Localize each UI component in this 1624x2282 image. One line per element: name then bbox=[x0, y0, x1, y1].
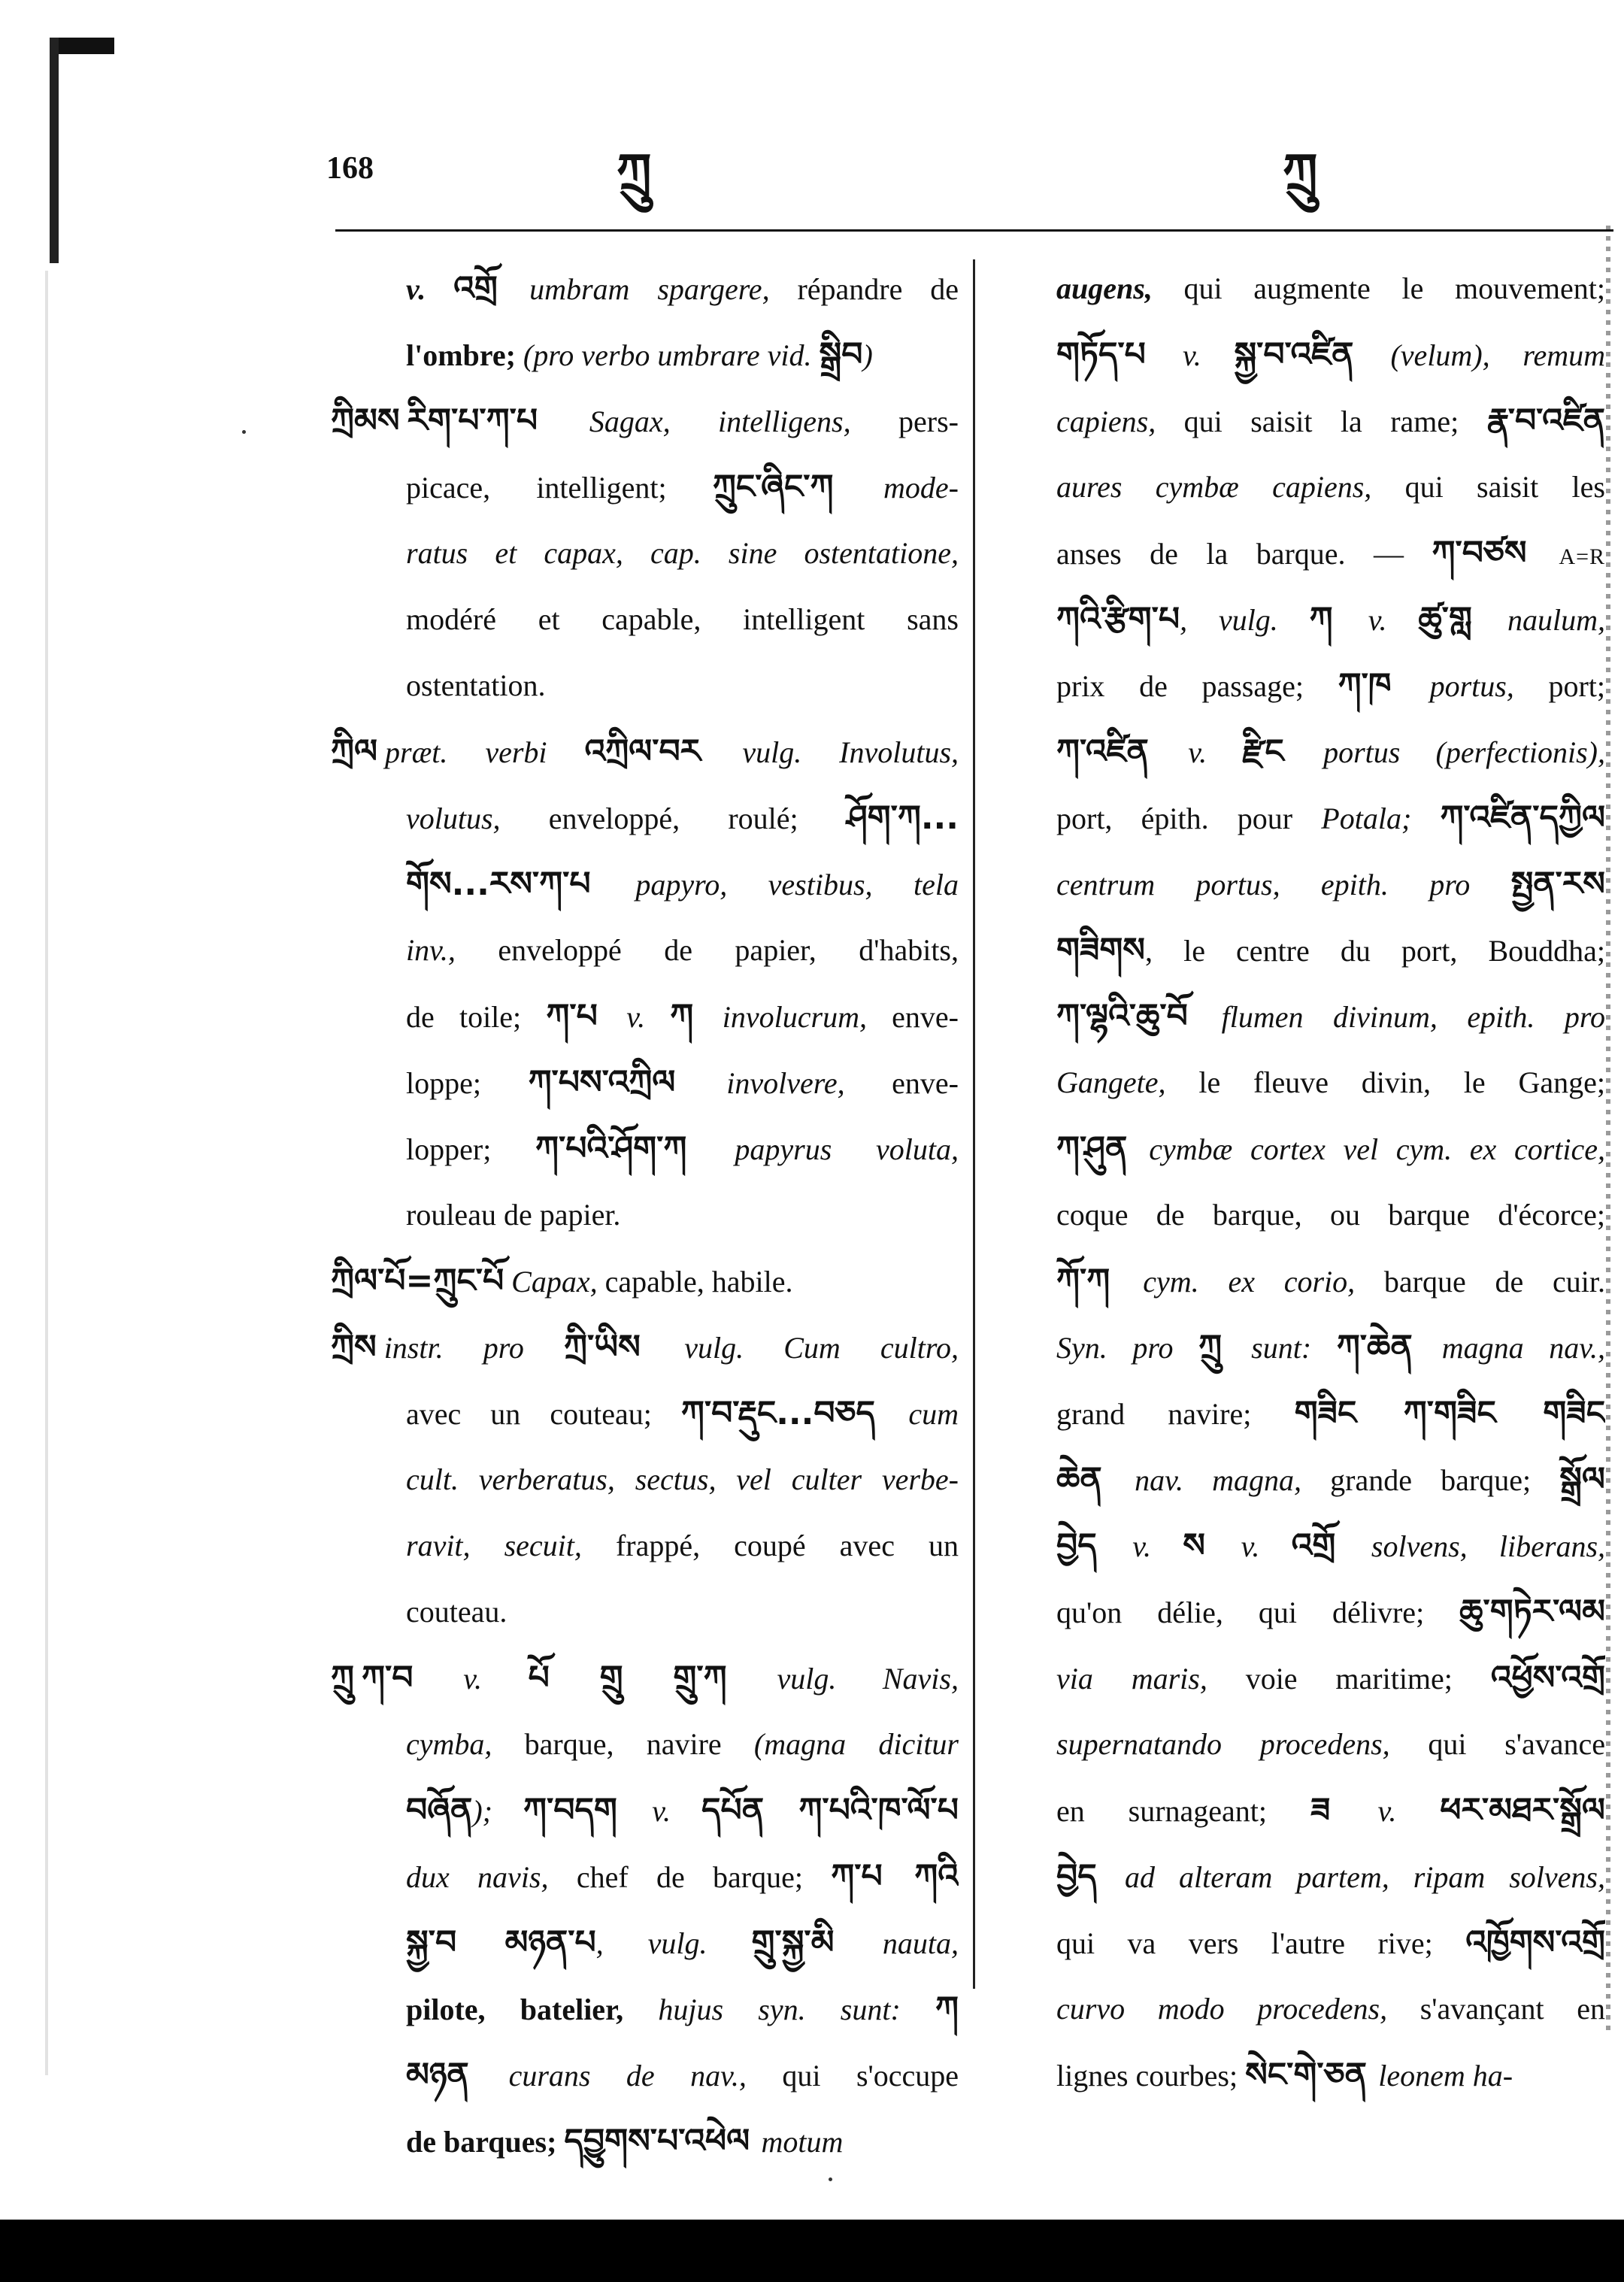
text-segment: (velum), remum bbox=[1390, 338, 1605, 372]
text-segment: centrum portus, epith. pro bbox=[1056, 868, 1511, 902]
text-segment: Sagax, intelligens, bbox=[589, 405, 899, 438]
text-segment: hujus syn. sunt: bbox=[658, 1993, 936, 2026]
text-line bbox=[1056, 1116, 1605, 1182]
text-segment: vulg. Cum cultro, bbox=[684, 1331, 959, 1365]
tibetan-text: འགྲོ bbox=[453, 269, 530, 308]
text-segment: v. bbox=[1182, 338, 1235, 372]
tibetan-text: ཀ་བཙས bbox=[1432, 534, 1559, 572]
text-line bbox=[1056, 1513, 1605, 1579]
tibetan-text: གཏོད་པ bbox=[1056, 335, 1183, 374]
text-segment: enve- bbox=[892, 1000, 959, 1034]
tibetan-text: ཀ bbox=[1309, 600, 1368, 638]
text-line bbox=[331, 653, 959, 719]
text-segment: leonem ha- bbox=[1378, 2059, 1513, 2093]
text-line bbox=[331, 1447, 959, 1513]
text-segment: qui saisit les bbox=[1404, 470, 1605, 504]
tibetan-text: ཀ་པའི་ཤོག་ཀ bbox=[535, 1129, 735, 1168]
text-segment: couteau. bbox=[406, 1595, 508, 1629]
text-line bbox=[331, 520, 959, 586]
tibetan-text: རྫིང bbox=[1242, 732, 1324, 771]
text-line bbox=[331, 256, 959, 322]
text-line bbox=[331, 1314, 959, 1380]
text-segment: pers- bbox=[898, 405, 959, 438]
tibetan-text: ཀ་བ་རྡུང...བཅད bbox=[680, 1394, 909, 1432]
corner-scan-mark-vertical bbox=[50, 38, 59, 263]
text-line bbox=[331, 322, 959, 388]
tibetan-text: ཀ་འཛིན་དཀྱིལ bbox=[1440, 799, 1605, 837]
text-segment: en surnageant; bbox=[1056, 1794, 1310, 1828]
text-segment: (pro verbo umbrare vid. bbox=[523, 338, 820, 372]
tibetan-text: དཔོན ཀ་པའི་ཁ་ལོ་པ bbox=[701, 1791, 959, 1829]
tibetan-text: ཀ་པས་འཀྲིལ bbox=[528, 1063, 727, 1102]
text-segment: frappé, coupé avec un bbox=[615, 1529, 959, 1562]
text-segment: , le centre du port, Bouddha; bbox=[1145, 934, 1605, 968]
text-segment: enveloppé de papier, d'habits, bbox=[498, 933, 959, 967]
text-segment: augens, bbox=[1056, 271, 1184, 305]
tibetan-text: ཤོག་ཀ... bbox=[846, 799, 959, 837]
entry-headword: ཀྲིལ་པོ=ཀྲུང་པོ bbox=[331, 1262, 504, 1300]
tibetan-text: ཀའི་རྩིག་པ bbox=[1056, 600, 1180, 638]
text-segment: motum bbox=[761, 2125, 844, 2159]
text-line bbox=[1056, 322, 1605, 388]
tibetan-text: ཀ་ཤུན bbox=[1056, 1129, 1150, 1168]
tibetan-text: བཞོན bbox=[406, 1791, 473, 1829]
text-segment: ); bbox=[472, 1794, 524, 1828]
text-line bbox=[1056, 1380, 1605, 1447]
text-segment: , vulg. bbox=[1180, 603, 1310, 637]
text-segment: cym. ex corio, bbox=[1143, 1265, 1384, 1299]
text-line bbox=[331, 2108, 959, 2174]
text-line bbox=[331, 1116, 959, 1182]
text-segment: nav. magna, bbox=[1135, 1463, 1331, 1497]
tibetan-text: ཆུ་གཏེར་ལམ bbox=[1459, 1593, 1605, 1631]
text-line bbox=[1056, 983, 1605, 1050]
text-line bbox=[331, 1777, 959, 1844]
tibetan-text: རྣ་བ་འཛིན bbox=[1486, 402, 1605, 440]
text-line bbox=[1056, 454, 1605, 520]
tibetan-text: སྒྲོལ bbox=[1559, 1460, 1605, 1499]
text-segment: qui s'avance bbox=[1428, 1727, 1605, 1761]
text-segment: instr. pro bbox=[383, 1331, 564, 1365]
text-line bbox=[1056, 586, 1605, 653]
tibetan-text: གྲུ་སྐྱ་མི bbox=[751, 1923, 883, 1962]
text-segment: l'ombre; bbox=[406, 338, 523, 372]
text-segment: vulg. Involutus, bbox=[742, 735, 959, 769]
tibetan-text: མཉན bbox=[406, 2056, 509, 2094]
text-segment: cult. verberatus, sectus, vel culter verbe- bbox=[406, 1462, 959, 1496]
text-segment: coque de barque, ou barque d'écorce; bbox=[1056, 1198, 1605, 1232]
text-segment: v. bbox=[1241, 1529, 1292, 1563]
entry-headword: ཀྲུ bbox=[331, 1659, 354, 1697]
text-line bbox=[331, 983, 959, 1050]
text-line bbox=[331, 1711, 959, 1777]
text-line bbox=[1056, 785, 1605, 851]
text-segment: curvo modo procedens, bbox=[1056, 1992, 1420, 2026]
tibetan-text: གོས...རས་ཀ་པ bbox=[406, 865, 636, 903]
tibetan-text: ཀྲུ bbox=[1198, 1328, 1252, 1366]
text-segment: cymbæ cortex vel cym. ex cortice, bbox=[1149, 1132, 1605, 1166]
tibetan-text: སྐྱ་བ མཉན་པ bbox=[406, 1923, 596, 1962]
text-line bbox=[331, 1910, 959, 1976]
text-segment: A=R bbox=[1559, 544, 1605, 569]
left-page-edge bbox=[45, 271, 48, 2075]
text-segment: papyrus voluta, bbox=[735, 1132, 959, 1166]
running-head-right: ཀྲུ bbox=[1283, 143, 1318, 201]
text-segment: involvere, bbox=[726, 1066, 892, 1100]
tibetan-text: ཚུ་གླ bbox=[1418, 600, 1507, 638]
text-segment: dux navis, bbox=[406, 1860, 577, 1894]
text-line bbox=[331, 1844, 959, 1910]
text-segment: Potala; bbox=[1321, 802, 1441, 835]
text-line bbox=[331, 785, 959, 851]
text-line bbox=[1056, 851, 1605, 917]
text-segment: flumen divinum, epith. pro bbox=[1221, 1000, 1605, 1034]
tibetan-text: ཀ bbox=[670, 997, 723, 1035]
right-page-edge bbox=[1606, 226, 1610, 2030]
tibetan-text: སྤྱན་རས bbox=[1510, 865, 1605, 903]
text-segment: Syn. pro bbox=[1056, 1331, 1199, 1365]
tibetan-text: ཟ bbox=[1310, 1791, 1378, 1829]
text-segment: répandre de bbox=[797, 272, 959, 306]
tibetan-text: བྱེད bbox=[1056, 1526, 1133, 1565]
text-segment: le fleuve divin, le Gange; bbox=[1198, 1065, 1605, 1099]
tibetan-text: ཀྲི་ཡིས bbox=[563, 1328, 685, 1366]
text-segment: lopper; bbox=[406, 1132, 536, 1166]
text-line bbox=[1056, 1579, 1605, 1645]
column-divider bbox=[973, 259, 975, 1989]
text-segment: v. bbox=[406, 272, 454, 306]
entry-headword: ཀྲིམས bbox=[331, 402, 400, 440]
tibetan-text: པོ གྲུ གྲུ་ཀ bbox=[528, 1659, 777, 1697]
text-line bbox=[1056, 1447, 1605, 1513]
text-segment: ) bbox=[862, 338, 873, 372]
text-segment: via maris, bbox=[1056, 1662, 1246, 1696]
tibetan-text: ཀོ་ཀ bbox=[1056, 1262, 1144, 1300]
text-line bbox=[331, 917, 959, 983]
text-segment: picace, intelligent; bbox=[406, 471, 713, 505]
text-line bbox=[331, 1380, 959, 1447]
text-line bbox=[1056, 388, 1605, 454]
text-segment: rouleau de papier. bbox=[406, 1198, 621, 1232]
tibetan-text: སྐྱ་བ་འཛིན bbox=[1234, 335, 1391, 374]
text-segment: v. bbox=[1377, 1794, 1441, 1828]
text-segment: portus, bbox=[1429, 669, 1549, 703]
text-segment: enveloppé, roulé; bbox=[548, 802, 847, 835]
text-segment: chef de barque; bbox=[576, 1860, 832, 1894]
text-segment: pilote, batelier, bbox=[406, 1993, 659, 2026]
tibetan-text: འཕྱོས་འགྲོ bbox=[1490, 1659, 1605, 1697]
text-segment: v. bbox=[626, 1000, 671, 1034]
text-segment: loppe; bbox=[406, 1066, 529, 1100]
tibetan-text: འཀྲིལ་བར bbox=[584, 732, 743, 771]
text-line bbox=[1056, 917, 1605, 983]
tibetan-text: སྒྲིབ bbox=[819, 335, 863, 374]
text-segment: anses de la barque. — bbox=[1056, 537, 1432, 571]
text-segment: ad alteram partem, ripam solvens, bbox=[1124, 1860, 1605, 1894]
text-segment: v. bbox=[1368, 603, 1419, 637]
text-segment: v. bbox=[652, 1794, 702, 1828]
text-line bbox=[1056, 1645, 1605, 1711]
text-segment: port, épith. pour bbox=[1056, 802, 1322, 835]
tibetan-text: ཀ་ཁ bbox=[1338, 666, 1430, 705]
tibetan-text: བྱེད bbox=[1056, 1857, 1125, 1896]
tibetan-text: ཀ་འཛིན bbox=[1056, 732, 1189, 771]
text-segment: qu'on délie, qui délivre; bbox=[1056, 1596, 1460, 1629]
text-line bbox=[1056, 1314, 1605, 1380]
text-segment: magna nav., bbox=[1441, 1331, 1605, 1365]
text-segment: prix de passage; bbox=[1056, 669, 1338, 703]
text-segment: ostentation. bbox=[406, 668, 546, 702]
text-segment: barque, navire bbox=[524, 1727, 754, 1761]
tibetan-text: ཀ་བདག bbox=[523, 1791, 653, 1829]
text-line bbox=[331, 1645, 959, 1711]
text-segment: portus (perfectionis), bbox=[1323, 735, 1605, 769]
text-segment: nauta, bbox=[882, 1926, 959, 1960]
text-segment: avec un couteau; bbox=[406, 1397, 681, 1431]
tibetan-text: སེང་གེ་ཅན bbox=[1245, 2056, 1379, 2094]
right-column bbox=[1056, 256, 1605, 2108]
left-column bbox=[331, 256, 959, 2174]
tibetan-text: ཀྲུང་ཞིང་ཀ bbox=[712, 468, 884, 506]
tibetan-text: གཟིགས bbox=[1056, 931, 1146, 969]
header-rule bbox=[335, 229, 1613, 232]
text-segment: Gangete, bbox=[1056, 1065, 1199, 1099]
text-segment: involucrum, bbox=[722, 1000, 892, 1034]
tibetan-text: འགྲོ bbox=[1291, 1526, 1371, 1565]
text-line bbox=[331, 1513, 959, 1579]
text-line bbox=[331, 1579, 959, 1645]
speck bbox=[242, 430, 246, 434]
text-line bbox=[1056, 653, 1605, 719]
text-segment: , vulg. bbox=[595, 1926, 752, 1960]
text-segment: cum bbox=[908, 1397, 959, 1431]
text-line bbox=[1056, 256, 1605, 322]
text-segment: mode- bbox=[883, 471, 959, 505]
text-line bbox=[331, 388, 959, 454]
text-segment: cymba, bbox=[406, 1727, 525, 1761]
text-segment: vulg. Navis, bbox=[777, 1662, 959, 1696]
running-head-left: ཀྲུ bbox=[617, 143, 652, 201]
text-segment: grande barque; bbox=[1330, 1463, 1560, 1497]
text-segment: qui s'occupe bbox=[782, 2059, 959, 2093]
tibetan-text: རིག་པ་ཀ་པ bbox=[407, 402, 589, 440]
text-segment: ravit, secuit, bbox=[406, 1529, 616, 1562]
text-line bbox=[331, 454, 959, 520]
text-segment: naulum, bbox=[1507, 603, 1605, 637]
tibetan-text: ཀ་ཆེན bbox=[1336, 1328, 1442, 1366]
text-line bbox=[1056, 1182, 1605, 1248]
text-line bbox=[331, 851, 959, 917]
text-line bbox=[1056, 1910, 1605, 1976]
tibetan-text: ཀ་པ ཀའི bbox=[831, 1857, 959, 1896]
text-segment: capiens, bbox=[1056, 405, 1184, 438]
text-segment: v. bbox=[1132, 1529, 1183, 1563]
text-segment: inv., bbox=[406, 933, 498, 967]
text-segment: papyro, vestibus, tela bbox=[635, 868, 959, 902]
text-segment: de barques; bbox=[406, 2125, 565, 2159]
text-segment: supernatando procedens, bbox=[1056, 1727, 1429, 1761]
entry-headword: ཀྲིས bbox=[331, 1328, 377, 1366]
tibetan-text: ཀ་པ bbox=[546, 997, 627, 1035]
text-segment: qui saisit la rame; bbox=[1183, 405, 1487, 438]
entry-headword: ཀྲིལ bbox=[331, 732, 378, 771]
tibetan-text: ཀ་ལྷའི་ཆུ་བོ bbox=[1056, 997, 1222, 1035]
text-segment: lignes courbes; bbox=[1056, 2059, 1246, 2093]
text-line bbox=[1056, 1844, 1605, 1910]
text-segment: port; bbox=[1548, 669, 1605, 703]
text-segment: grand navire; bbox=[1056, 1397, 1295, 1431]
text-segment: modéré et capable, intelligent sans bbox=[406, 602, 959, 636]
tibetan-text: ཕར་མཐར་སྒྲོལ bbox=[1440, 1791, 1605, 1829]
text-line bbox=[1056, 719, 1605, 785]
tibetan-text: ཀ bbox=[935, 1990, 959, 2028]
text-line bbox=[1056, 1711, 1605, 1777]
text-line bbox=[1056, 1050, 1605, 1116]
text-segment: enve- bbox=[892, 1066, 959, 1100]
text-segment: (magna dicitur bbox=[753, 1727, 959, 1761]
text-segment: curans de nav., bbox=[508, 2059, 783, 2093]
text-line bbox=[331, 2042, 959, 2108]
text-segment: aures cymbæ capiens, bbox=[1056, 470, 1405, 504]
text-line bbox=[331, 1976, 959, 2042]
text-segment: voie maritime; bbox=[1245, 1662, 1491, 1696]
text-line bbox=[331, 1182, 959, 1248]
text-segment: umbram spargere, bbox=[529, 272, 798, 306]
text-line bbox=[1056, 1777, 1605, 1844]
text-segment: s'avançant en bbox=[1419, 1992, 1605, 2026]
text-segment: sunt: bbox=[1251, 1331, 1337, 1365]
text-segment: Capax, bbox=[511, 1265, 605, 1299]
text-line bbox=[1056, 520, 1605, 586]
text-segment: de toile; bbox=[406, 1000, 547, 1034]
text-segment: barque de cuir. bbox=[1383, 1265, 1605, 1299]
speck bbox=[829, 2177, 832, 2181]
text-line bbox=[1056, 2042, 1605, 2108]
text-segment: v. bbox=[463, 1662, 529, 1696]
page-number: 168 bbox=[326, 151, 374, 186]
text-line bbox=[1056, 1976, 1605, 2042]
text-segment: volutus, bbox=[406, 802, 549, 835]
text-segment: solvens, liberans, bbox=[1371, 1529, 1605, 1563]
text-line bbox=[331, 719, 959, 785]
text-segment: qui augmente le mouvement; bbox=[1183, 271, 1605, 305]
text-line bbox=[1056, 1248, 1605, 1314]
tibetan-text: འཁྱོགས་འགྲོ bbox=[1465, 1923, 1605, 1962]
text-segment: capable, habile. bbox=[604, 1265, 793, 1299]
tibetan-text: ཆེན bbox=[1056, 1460, 1135, 1499]
text-segment: ratus et capax, cap. sine ostentatione, bbox=[406, 536, 959, 570]
text-line bbox=[331, 1248, 959, 1314]
scan-bottom-bar bbox=[0, 2220, 1624, 2282]
text-line bbox=[331, 1050, 959, 1116]
text-segment: v. bbox=[1188, 735, 1243, 769]
text-line bbox=[331, 586, 959, 653]
tibetan-text: ས bbox=[1183, 1526, 1241, 1565]
text-segment: qui va vers l'autre rive; bbox=[1056, 1926, 1466, 1960]
tibetan-text: ཀ་བ bbox=[361, 1659, 464, 1697]
corner-scan-mark bbox=[50, 38, 114, 54]
tibetan-text: གཟིང ཀ་གཟིང གཟིང bbox=[1294, 1394, 1605, 1432]
tibetan-text: དབྱུགས་པ་འཕེལ bbox=[564, 2122, 762, 2160]
text-segment: præt. verbi bbox=[385, 735, 585, 769]
